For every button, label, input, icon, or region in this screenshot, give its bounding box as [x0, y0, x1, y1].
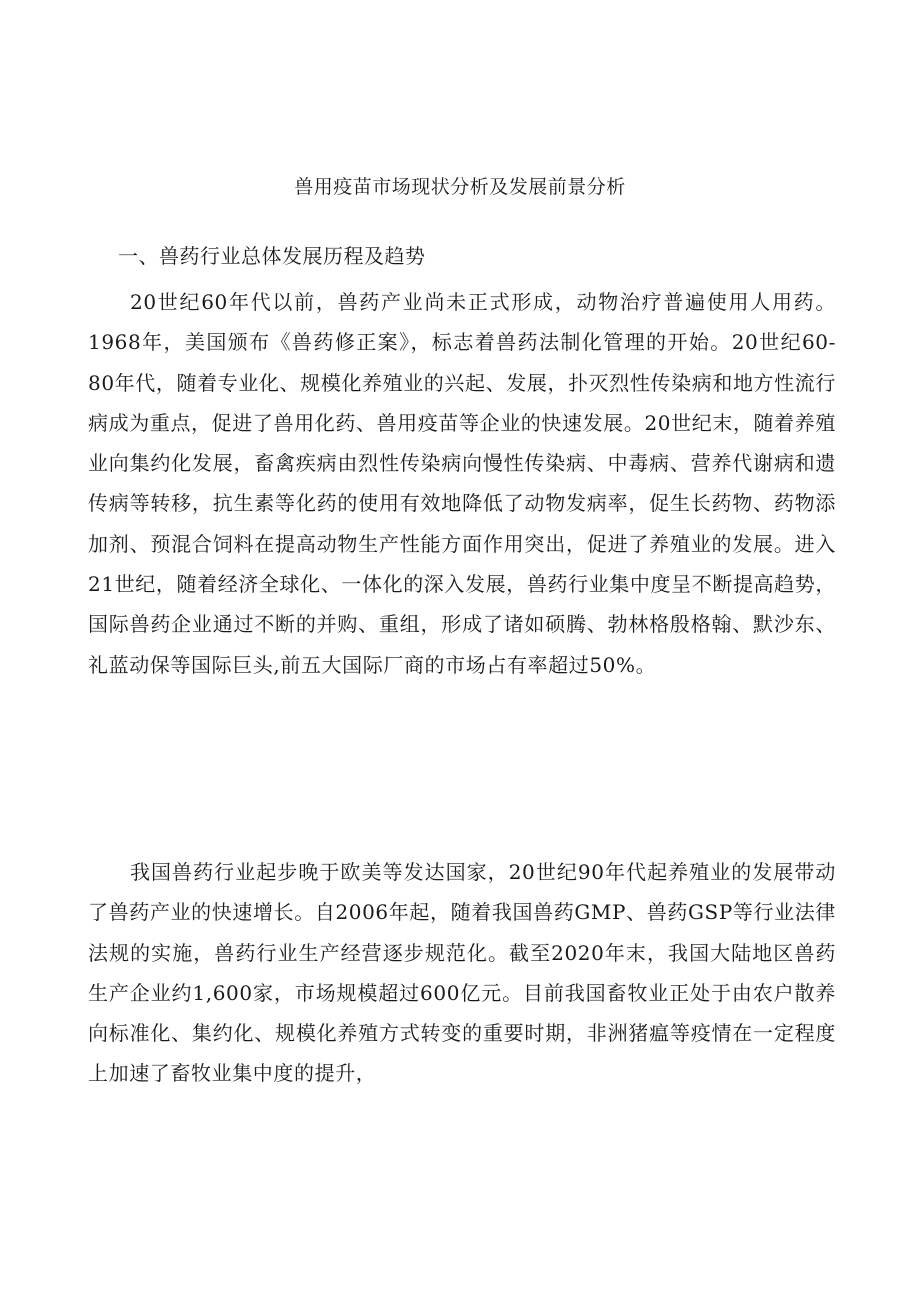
document-title: 兽用疫苗市场现状分析及发展前景分析 [294, 176, 626, 198]
paragraph: 20世纪60年代以前，兽药产业尚未正式形成，动物治疗普遍使用人用药。1968年，美国颁布《兽药修正案》，标志着兽药法制化管理的开始。20世纪60-80年代，随着专业化、规模化养殖业的兴起、发展，扑灭烈性传染病和地方性流行病成为重点，促进了兽用化药、兽用疫苗等企业的快速发展。20世纪末，随着养殖业向集约化发展，畜禽疾病由烈性传染病向慢性传染病、中毒病、营养代谢病和遗传病等转移，抗生素等化药的使用有效地降低了动物发病率，促生长药物、药物添加剂、预混合饲料在提高动物生产性能方面作用突出，促进了养殖业的发展。进入21世纪，随着经济全球化、一体化的深入发展，兽药行业集中度呈不断提高趋势，国际兽药企业通过不断的并购、重组，形成了诸如硕腾、勃林格殷格翰、默沙东、礼蓝动保等国际巨头,前五大国际厂商的市场占有率超过50%。 [88, 290, 836, 677]
paragraph: 我国兽药行业起步晚于欧美等发达国家，20世纪90年代起养殖业的发展带动了兽药产业的快速增长。自2006年起，随着我国兽药GMP、兽药GSP等行业法律法规的实施，兽药行业生产经营逐步规范化。截至2020年末，我国大陆地区兽药生产企业约1,600家，市场规模超过600亿元。目前我国畜牧业正处于由农户散养向标准化、集约化、规模化养殖方式转变的重要时期，非洲猪瘟等疫情在一定程度上加速了畜牧业集中度的提升， [88, 860, 836, 1086]
section-heading: 一、兽药行业总体发展历程及趋势 [118, 244, 426, 268]
